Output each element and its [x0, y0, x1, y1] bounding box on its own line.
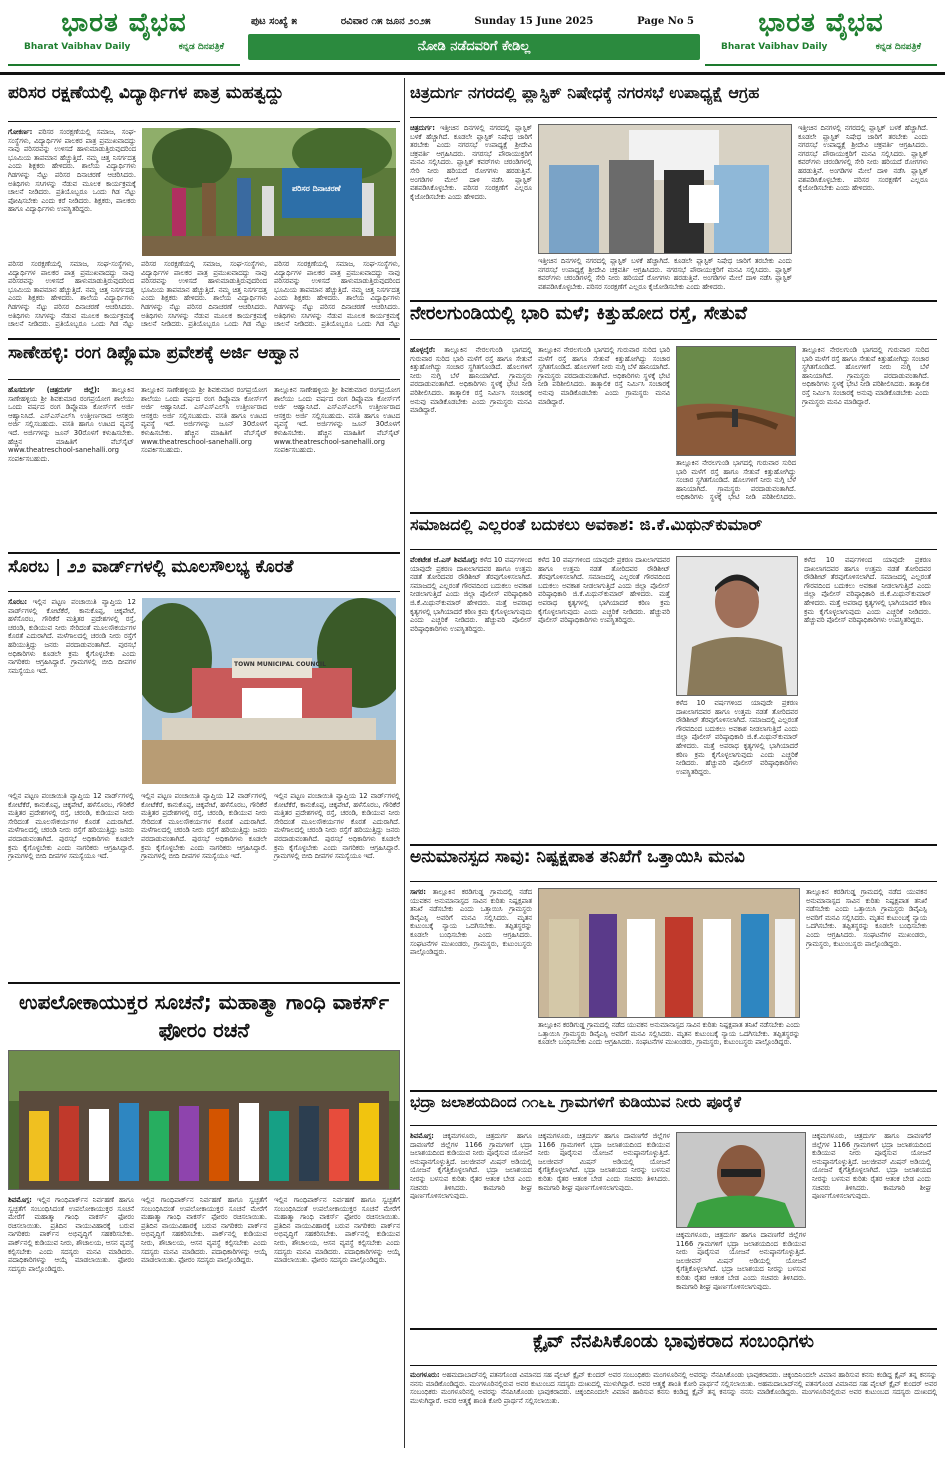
article-text-continued: ಕಳೆದ 10 ವರ್ಷಗಳಿಂದ ಯಾವುದೇ ಪ್ರಕರಣ ದಾಖಲಾಗದವರ ಹಾಗೂ ಉತ್ತಮ ನಡತೆ ತೋರಿದವರ ರೌಡಿಶೀಟ್ ತೆರವುಗೊಳಿಸಲಾಗಿದೆ. ಸಮಾಜದಲ್ಲಿ ಎಲ್ಲರಂತೆ ಗೌರವದಿಂದ ಬದುಕಲು ಅವಕಾಶ ನೀಡಲಾಗುತ್ತಿದೆ ಎಂದು ಜಿಲ್ಲಾ ಪೊಲೀಸ್ ವರಿಷ್ಠಾಧಿಕಾರಿ ಜಿ.ಕೆ.ಮಿಥುನ್‌ಕುಮಾರ್ ಹೇಳಿದರು. ಮತ್ತೆ ಅಪರಾಧ ಕೃತ್ಯಗಳಲ್ಲಿ ಭಾಗಿಯಾದರೆ ಕಠಿಣ ಕ್ರಮ ಕೈಗೊಳ್ಳಲಾಗುವುದು ಎಂದು ಎಚ್ಚರಿಕೆ ನೀಡಿದರು. ಹೆಚ್ಚುವರಿ ಪೊಲೀಸ್ ವರಿಷ್ಠಾಧಿಕಾರಿಗಳು ಉಪಸ್ಥಿತರಿದ್ದರು. — [676, 699, 798, 776]
article-dateline: ವೆಂಕಟೇಶ ಜೆ.ಎಸ್ ಶಿವಮೊಗ್ಗ: — [410, 556, 478, 564]
article-body-col1 — [8, 598, 136, 788]
article-dateline: ಶಿವಮೊಗ್ಗ: — [410, 1132, 434, 1140]
article-headline: ಭದ್ರಾ ಜಲಾಶಯದಿಂದ ೧೧೬೬ ಗ್ರಾಮಗಳಿಗೆ ಕುಡಿಯುವ ನೀರು ಪೂರೈಕೆ — [410, 1094, 937, 1126]
brand-subtitle-en: Bharat Vaibhav Daily — [721, 42, 828, 52]
brand-subtitle-kn: ಕನ್ನಡ ದಿನಪತ್ರಿಕೆ — [178, 42, 224, 52]
article-text-continued: ಇಲ್ಲಿನ ಪಟ್ಟಣ ಪಂಚಾಯಿತಿ ವ್ಯಾಪ್ತಿಯ 12 ವಾರ್ಡ್‌ಗಳಲ್ಲಿ ಕೋಟೆಕೆರೆ, ಕಾನುಕೊಪ್ಪ, ಚಿಕ್ಕಪೇಟೆ, ಹಳೆಸೊರಬ, ಗೌರಿಕೆರೆ ಮತ್ತಿತರ ಪ್ರದೇಶಗಳಲ್ಲಿ ರಸ್ತೆ, ಚರಂಡಿ, ಕುಡಿಯುವ ನೀರು ಸೇರಿದಂತೆ ಮೂಲಸೌಕರ್ಯಗಳ ಕೊರತೆ ಎದುರಾಗಿದೆ. ಮಳೆಗಾಲದಲ್ಲಿ ಚರಂಡಿ ನೀರು ರಸ್ತೆಗೆ ಹರಿಯುತ್ತಿದ್ದು ಜನರು ಪರದಾಡುವಂತಾಗಿದೆ. ಪುರಸಭೆ ಅಧಿಕಾರಿಗಳು ಕೂಡಲೇ ಕ್ರಮ ಕೈಗೊಳ್ಳಬೇಕು ಎಂದು ನಾಗರಿಕರು ಆಗ್ರಹಿಸಿದ್ದಾರೆ. ಗ್ರಾಮಗಳಲ್ಲಿ ಬೀದಿ ದೀಪಗಳ ಸಮಸ್ಯೆಯೂ ಇದೆ. — [141, 792, 267, 861]
photo-minister — [676, 1132, 806, 1228]
article-body-col1 — [8, 128, 136, 248]
article-headline: ನೇರಲಗುಂಡಿಯಲ್ಲಿ ಭಾರಿ ಮಳೆ; ಕಿತ್ತುಹೋದ ರಸ್ತೆ, ಸೇತುವೆ — [410, 304, 937, 340]
photo-memorandum — [538, 888, 800, 1018]
photo-police-officer — [676, 556, 798, 696]
article-body-col1 — [410, 1371, 937, 1447]
masthead — [0, 0, 945, 72]
article-body-lower — [8, 260, 400, 330]
article-headline: ಉಪಲೋಕಾಯುಕ್ತರ ಸೂಚನೆ; ಮಹಾತ್ಮಾ ಗಾಂಧಿ ವಾಕರ್ಸ್ ಫೋರಂ ರಚನೆ — [19, 990, 389, 1042]
article-text-continued: ತಾಲ್ಲೂಕಿನ ಕರಡಿಗುಡ್ಡ ಗ್ರಾಮದಲ್ಲಿ ನಡೆದ ಯುವಕನ ಅನುಮಾನಾಸ್ಪದ ಸಾವಿನ ಕುರಿತು ನಿಷ್ಪಕ್ಷಪಾತ ತನಿಖೆ ನಡೆಸಬೇಕು ಎಂದು ಒತ್ತಾಯಿಸಿ ಗ್ರಾಮಸ್ಥರು ಡಿವೈಎಸ್ಪಿ ಅವರಿಗೆ ಮನವಿ ಸಲ್ಲಿಸಿದರು. ಮೃತನ ಕುಟುಂಬಕ್ಕೆ ನ್ಯಾಯ ಒದಗಿಸಬೇಕು. ತಪ್ಪಿತಸ್ಥರನ್ನು ಕೂಡಲೇ ಬಂಧಿಸಬೇಕು ಎಂದು ಆಗ್ರಹಿಸಿದರು. ಸಂಘಟನೆಗಳ ಮುಖಂಡರು, ಗ್ರಾಮಸ್ಥರು, ಕುಟುಂಬಸ್ಥರು ಪಾಲ್ಗೊಂಡಿದ್ದರು. — [806, 888, 927, 948]
article-text: ತಾಲ್ಲೂಕಿನ ಸಾಣೇಹಳ್ಳಿಯ ಶ್ರೀ ಶಿವಕುಮಾರ ರಂಗಪ್ರಯೋಗ ಶಾಲೆಯು ಒಂದು ವರ್ಷದ ರಂಗ ಡಿಪ್ಲೊಮಾ ಕೋರ್ಸ್‌ಗೆ ಅರ್ಜಿ ಆಹ್ವಾನಿಸಿದೆ. ಎಸ್‌ಎಸ್‌ಎಲ್‌ಸಿ ಉತ್ತೀರ್ಣರಾದ ಆಸಕ್ತರು ಅರ್ಜಿ ಸಲ್ಲಿಸಬಹುದು. ವಸತಿ ಹಾಗೂ ಊಟದ ವ್ಯವಸ್ಥೆ ಇದೆ. ಅರ್ಜಿಗಳನ್ನು ಜೂನ್ 30ರೊಳಗೆ ಕಳುಹಿಸಬೇಕು. ಹೆಚ್ಚಿನ ಮಾಹಿತಿಗೆ ವೆಬ್‌ಸೈಟ್ www.theatreschool-sanehalli.org ಸಂಪರ್ಕಿಸಬಹುದು. — [8, 386, 134, 463]
brand-title: ಭಾರತ ವೈಭವ — [758, 8, 884, 38]
article-text-continued: ಚಿಕ್ಕಮಗಳೂರು, ಚಿತ್ರದುರ್ಗ ಹಾಗೂ ದಾವಣಗೆರೆ ಜಿಲ್ಲೆಗಳ 1166 ಗ್ರಾಮಗಳಿಗೆ ಭದ್ರಾ ಜಲಾಶಯದಿಂದ ಕುಡಿಯುವ ನೀರು ಪೂರೈಸುವ ಯೋಜನೆ ಅನುಷ್ಠಾನಗೊಳ್ಳುತ್ತಿದೆ. ಜಲಜೀವನ್ ಮಿಷನ್ ಅಡಿಯಲ್ಲಿ ಯೋಜನೆ ಕೈಗೆತ್ತಿಕೊಳ್ಳಲಾಗಿದೆ. ಭದ್ರಾ ಜಲಾಶಯದ ನೀರನ್ನು ಬಳಸುವ ಕುರಿತು ರೈತರ ಆತಂಕ ಬೇಡ ಎಂದು ಸಚಿವರು ತಿಳಿಸಿದರು. ಕಾಮಗಾರಿ ಶೀಘ್ರ ಪೂರ್ಣಗೊಳಿಸಲಾಗುವುದು. — [676, 1231, 806, 1291]
divider — [410, 512, 937, 514]
photo-group-walkers — [8, 1050, 400, 1190]
article-text-continued: ಪರಿಸರ ಸಂರಕ್ಷಣೆಯಲ್ಲಿ ಸಮಾಜ, ಸಂಘ-ಸಂಸ್ಥೆಗಳು, ವಿದ್ಯಾರ್ಥಿಗಳ ಪಾಲಕರ ಪಾತ್ರ ಪ್ರಮುಖವಾದದ್ದು ನಾವು ಪರಿಸರವನ್ನು ಉಳಿಸದೆ ಹಾಳುಮಾಡುತ್ತಿರುವುದರಿಂದ ಭೂಮಿಯ ತಾಪಮಾನ ಹೆಚ್ಚುತ್ತಿದೆ. ನಮ್ಮ ಚಿತ್ತ ನಿಸರ್ಗದತ್ತ ಎಂದು ಶಿಕ್ಷಕರು ಹೇಳಿದರು. ಶಾಲೆಯ ವಿದ್ಯಾರ್ಥಿಗಳು ಗಿಡಗಳನ್ನು ನೆಟ್ಟು ಪರಿಸರ ದಿನಾಚರಣೆ ಆಚರಿಸಿದರು. ಅತಿಥಿಗಳು ಸಸಿಗಳನ್ನು ನೆಡುವ ಮೂಲಕ ಕಾರ್ಯಕ್ರಮಕ್ಕೆ ಚಾಲನೆ ನೀಡಿದರು. ಪ್ರತಿಯೊಬ್ಬರೂ ಒಂದು ಗಿಡ ನೆಟ್ಟು — [274, 260, 400, 329]
brand-subtitle-en: Bharat Vaibhav Daily — [24, 42, 131, 52]
article-body-lower — [8, 792, 400, 976]
divider — [410, 844, 937, 846]
brand-title: ಭಾರತ ವೈಭವ — [61, 8, 187, 38]
article-text-continued: ಅಹಮದಾಬಾದ್‌ನಲ್ಲಿ ಪತನಗೊಂಡ ವಿಮಾನದ ಸಹ ಪೈಲಟ್ ಕ್ಲೈವ್ ಕುಂದರ್ ಅವರ ಸಂಬಂಧಿಕರು ಮಂಗಳೂರಿನಲ್ಲಿ ಅವರನ್ನು ನೆನಪಿಸಿಕೊಂಡು ಭಾವುಕರಾದರು. ಚಿಕ್ಕಂದಿನಿಂದಲೇ ವಿಮಾನ ಹಾರಿಸುವ ಕನಸು ಕಂಡಿದ್ದ ಕ್ಲೈವ್ ತನ್ನ ಕನಸನ್ನು ನನಸು ಮಾಡಿಕೊಂಡಿದ್ದರು. ಮಂಗಳೂರಿನಲ್ಲಿರುವ ಅವರ ಕುಟುಂಬದ ಸದಸ್ಯರು ದುಃಖದಲ್ಲಿ ಮುಳುಗಿದ್ದಾರೆ. ಅವರ ಆತ್ಮಕ್ಕೆ ಶಾಂತಿ ಕೋರಿ ಪ್ರಾರ್ಥನೆ ಸಲ್ಲಿಸಲಾಯಿತು. — [410, 1379, 937, 1405]
divider — [410, 1090, 937, 1092]
article-text-continued: ಇಲ್ಲಿನ ಗಾಂಧಿಪಾರ್ಕ್‌ನ ನಿರ್ವಹಣೆ ಹಾಗೂ ಸ್ವಚ್ಛತೆಗೆ ಸಂಬಂಧಿಸಿದಂತೆ ಉಪಲೋಕಾಯುಕ್ತರ ಸೂಚನೆ ಮೇರೆಗೆ ಮಹಾತ್ಮಾ ಗಾಂಧಿ ವಾಕರ್ಸ್ ಫೋರಂ ರಚಿಸಲಾಯಿತು. ಪ್ರತಿದಿನ ವಾಯುವಿಹಾರಕ್ಕೆ ಬರುವ ನಾಗರಿಕರು ಪಾರ್ಕ್‌ನ ಅಭಿವೃದ್ಧಿಗೆ ಸಹಕರಿಸಬೇಕು. ಪಾರ್ಕ್‌ನಲ್ಲಿ ಕುಡಿಯುವ ನೀರು, ಶೌಚಾಲಯ, ಆಸನ ವ್ಯವಸ್ಥೆ ಕಲ್ಪಿಸಬೇಕು ಎಂದು ಸದಸ್ಯರು ಮನವಿ ಮಾಡಿದರು. ಪದಾಧಿಕಾರಿಗಳನ್ನು ಆಯ್ಕೆ ಮಾಡಲಾಯಿತು. ಫೋರಂ ಸದಸ್ಯರು ಪಾಲ್ಗೊಂಡಿದ್ದರು. — [141, 1196, 267, 1265]
article-upalokayukta — [8, 988, 400, 1450]
article-text-continued: ಇಲ್ಲಿನ ಗಾಂಧಿಪಾರ್ಕ್‌ನ ನಿರ್ವಹಣೆ ಹಾಗೂ ಸ್ವಚ್ಛತೆಗೆ ಸಂಬಂಧಿಸಿದಂತೆ ಉಪಲೋಕಾಯುಕ್ತರ ಸೂಚನೆ ಮೇರೆಗೆ ಮಹಾತ್ಮಾ ಗಾಂಧಿ ವಾಕರ್ಸ್ ಫೋರಂ ರಚಿಸಲಾಯಿತು. ಪ್ರತಿದಿನ ವಾಯುವಿಹಾರಕ್ಕೆ ಬರುವ ನಾಗರಿಕರು ಪಾರ್ಕ್‌ನ ಅಭಿವೃದ್ಧಿಗೆ ಸಹಕರಿಸಬೇಕು. ಪಾರ್ಕ್‌ನಲ್ಲಿ ಕುಡಿಯುವ ನೀರು, ಶೌಚಾಲಯ, ಆಸನ ವ್ಯವಸ್ಥೆ ಕಲ್ಪಿಸಬೇಕು ಎಂದು ಸದಸ್ಯರು ಮನವಿ ಮಾಡಿದರು. ಪದಾಧಿಕಾರಿಗಳನ್ನು ಆಯ್ಕೆ ಮಾಡಲಾಯಿತು. ಫೋರಂ ಸದಸ್ಯರು ಪಾಲ್ಗೊಂಡಿದ್ದರು. — [274, 1196, 400, 1265]
article-text-continued: ತಾಲ್ಲೂಕಿನ ನೇರಲಗುಂಡಿ ಭಾಗದಲ್ಲಿ ಗುರುವಾರ ಸುರಿದ ಭಾರಿ ಮಳೆಗೆ ರಸ್ತೆ ಹಾಗೂ ಸೇತುವೆ ಕಿತ್ತುಹೋಗಿದ್ದು ಸಂಚಾರ ಸ್ಥಗಿತಗೊಂಡಿದೆ. ಹೊಲಗಳಿಗೆ ನೀರು ನುಗ್ಗಿ ಬೆಳೆ ಹಾನಿಯಾಗಿದೆ. ಗ್ರಾಮಸ್ಥರು ಪರದಾಡುವಂತಾಗಿದೆ. ಅಧಿಕಾರಿಗಳು ಸ್ಥಳಕ್ಕೆ ಭೇಟಿ ನೀಡಿ ಪರಿಶೀಲಿಸಿದರು. ತಾತ್ಕಾಲಿಕ ರಸ್ತೆ ನಿರ್ಮಿಸಿ ಸಂಚಾರಕ್ಕೆ ಅನುವು ಮಾಡಿಕೊಡಬೇಕು ಎಂದು ಗ್ರಾಮಸ್ಥರು ಮನವಿ ಮಾಡಿದ್ದಾರೆ. — [802, 346, 929, 406]
article-dateline: ಹೊಳ್ಳಲ್ಕೆರೆ: — [410, 346, 436, 354]
article-body-col1 — [8, 1196, 134, 1444]
article-text-continued: ಇತ್ತೀಚಿನ ದಿನಗಳಲ್ಲಿ ನಗರದಲ್ಲಿ ಪ್ಲಾಸ್ಟಿಕ್ ಬಳಕೆ ಹೆಚ್ಚಾಗಿದೆ. ಕೂಡಲೇ ಪ್ಲಾಸ್ಟಿಕ್ ನಿಷೇಧ ಜಾರಿಗೆ ತರಬೇಕು ಎಂದು ನಗರಸಭೆ ಉಪಾಧ್ಯಕ್ಷೆ ಶ್ರೀದೇವಿ ಚಕ್ರವರ್ತಿ ಆಗ್ರಹಿಸಿದರು. ನಗರಸಭೆ ಪೌರಾಯುಕ್ತರಿಗೆ ಮನವಿ ಸಲ್ಲಿಸಿದರು. ಪ್ಲಾಸ್ಟಿಕ್ ಕವರ್‌ಗಳು ಚರಂಡಿಗಳಲ್ಲಿ ಸೇರಿ ನೀರು ಹರಿಯದೆ ರೋಗಗಳು ಹರಡುತ್ತಿವೆ. ಅಂಗಡಿಗಳ ಮೇಲೆ ದಾಳಿ ನಡೆಸಿ ಪ್ಲಾಸ್ಟಿಕ್ ವಶಪಡಿಸಿಕೊಳ್ಳಬೇಕು. ಪರಿಸರ ಸಂರಕ್ಷಣೆಗೆ ಎಲ್ಲರೂ ಕೈಜೋಡಿಸಬೇಕು ಎಂದು ಹೇಳಿದರು. — [538, 257, 792, 291]
article-text-continued: ಚಿಕ್ಕಮಗಳೂರು, ಚಿತ್ರದುರ್ಗ ಹಾಗೂ ದಾವಣಗೆರೆ ಜಿಲ್ಲೆಗಳ 1166 ಗ್ರಾಮಗಳಿಗೆ ಭದ್ರಾ ಜಲಾಶಯದಿಂದ ಕುಡಿಯುವ ನೀರು ಪೂರೈಸುವ ಯೋಜನೆ ಅನುಷ್ಠಾನಗೊಳ್ಳುತ್ತಿದೆ. ಜಲಜೀವನ್ ಮಿಷನ್ ಅಡಿಯಲ್ಲಿ ಯೋಜನೆ ಕೈಗೆತ್ತಿಕೊಳ್ಳಲಾಗಿದೆ. ಭದ್ರಾ ಜಲಾಶಯದ ನೀರನ್ನು ಬಳಸುವ ಕುರಿತು ರೈತರ ಆತಂಕ ಬೇಡ ಎಂದು ಸಚಿವರು ತಿಳಿಸಿದರು. ಕಾಮಗಾರಿ ಶೀಘ್ರ ಪೂರ್ಣಗೊಳಿಸಲಾಗುವುದು. — [538, 1132, 670, 1192]
page-number: Page No 5 — [637, 15, 694, 27]
article-text-continued: ಇತ್ತೀಚಿನ ದಿನಗಳಲ್ಲಿ ನಗರದಲ್ಲಿ ಪ್ಲಾಸ್ಟಿಕ್ ಬಳಕೆ ಹೆಚ್ಚಾಗಿದೆ. ಕೂಡಲೇ ಪ್ಲಾಸ್ಟಿಕ್ ನಿಷೇಧ ಜಾರಿಗೆ ತರಬೇಕು ಎಂದು ನಗರಸಭೆ ಉಪಾಧ್ಯಕ್ಷೆ ಶ್ರೀದೇವಿ ಚಕ್ರವರ್ತಿ ಆಗ್ರಹಿಸಿದರು. ನಗರಸಭೆ ಪೌರಾಯುಕ್ತರಿಗೆ ಮನವಿ ಸಲ್ಲಿಸಿದರು. ಪ್ಲಾಸ್ಟಿಕ್ ಕವರ್‌ಗಳು ಚರಂಡಿಗಳಲ್ಲಿ ಸೇರಿ ನೀರು ಹರಿಯದೆ ರೋಗಗಳು ಹರಡುತ್ತಿವೆ. ಅಂಗಡಿಗಳ ಮೇಲೆ ದಾಳಿ ನಡೆಸಿ ಪ್ಲಾಸ್ಟಿಕ್ ವಶಪಡಿಸಿಕೊಳ್ಳಬೇಕು. ಪರಿಸರ ಸಂರಕ್ಷಣೆಗೆ ಎಲ್ಲರೂ ಕೈಜೋಡಿಸಬೇಕು ಎಂದು ಹೇಳಿದರು. — [798, 124, 928, 193]
article-clive — [410, 1332, 937, 1450]
article-sanehalli — [8, 344, 400, 544]
article-body-col1 — [410, 556, 532, 836]
date-english: Sunday 15 June 2025 — [474, 15, 594, 27]
date-kannada: ರವಿವಾರ ೧೫ ಜೂನ ೨೦೨೫ — [340, 15, 431, 27]
article-mithunkumar — [410, 516, 937, 842]
divider — [8, 982, 400, 984]
article-environment — [8, 84, 400, 336]
article-headline: ಪರಿಸರ ರಕ್ಷಣೆಯಲ್ಲಿ ವಿದ್ಯಾರ್ಥಿಗಳ ಪಾತ್ರ ಮಹತ್ವದ್ದು — [8, 84, 400, 122]
article-dateline: ಸಾಗರ: — [410, 888, 426, 896]
article-dateline: ಚಿತ್ರದುರ್ಗ: — [410, 124, 435, 132]
article-body-col1 — [410, 888, 532, 1080]
article-headline: ಸೊರಬ | ೨೨ ವಾರ್ಡ್‌ಗಳಲ್ಲಿ ಮೂಲಸೌಲಭ್ಯ ಕೊರತೆ — [8, 558, 400, 592]
divider — [8, 338, 400, 340]
article-body-col1 — [410, 346, 532, 504]
article-body-col1 — [410, 1132, 532, 1320]
article-headline: ಅನುಮಾನಸ್ಪದ ಸಾವು: ನಿಷ್ಪಕ್ಷಪಾತ ತನಿಖೆಗೆ ಒತ್ತಾಯಿಸಿ ಮನವಿ — [410, 848, 937, 882]
tagline-banner: ನೋಡಿ ನಡೆದವರಿಗೆ ಕೇಡಿಲ್ಲ — [248, 34, 700, 60]
article-text-continued: ಕಳೆದ 10 ವರ್ಷಗಳಿಂದ ಯಾವುದೇ ಪ್ರಕರಣ ದಾಖಲಾಗದವರ ಹಾಗೂ ಉತ್ತಮ ನಡತೆ ತೋರಿದವರ ರೌಡಿಶೀಟ್ ತೆರವುಗೊಳಿಸಲಾಗಿದೆ. ಸಮಾಜದಲ್ಲಿ ಎಲ್ಲರಂತೆ ಗೌರವದಿಂದ ಬದುಕಲು ಅವಕಾಶ ನೀಡಲಾಗುತ್ತಿದೆ ಎಂದು ಜಿಲ್ಲಾ ಪೊಲೀಸ್ ವರಿಷ್ಠಾಧಿಕಾರಿ ಜಿ.ಕೆ.ಮಿಥುನ್‌ಕುಮಾರ್ ಹೇಳಿದರು. ಮತ್ತೆ ಅಪರಾಧ ಕೃತ್ಯಗಳಲ್ಲಿ ಭಾಗಿಯಾದರೆ ಕಠಿಣ ಕ್ರಮ ಕೈಗೊಳ್ಳಲಾಗುವುದು ಎಂದು ಎಚ್ಚರಿಕೆ ನೀಡಿದರು. ಹೆಚ್ಚುವರಿ ಪೊಲೀಸ್ ವರಿಷ್ಠಾಧಿಕಾರಿಗಳು ಉಪಸ್ಥಿತರಿದ್ದರು. — [538, 556, 670, 625]
brand-logo-right — [705, 4, 937, 66]
issue-info-bar — [245, 10, 700, 32]
article-neralagundi-rain — [410, 304, 937, 510]
article-suspicious-death — [410, 848, 937, 1088]
article-text-continued: ತಾಲ್ಲೂಕಿನ ನೇರಲಗುಂಡಿ ಭಾಗದಲ್ಲಿ ಗುರುವಾರ ಸುರಿದ ಭಾರಿ ಮಳೆಗೆ ರಸ್ತೆ ಹಾಗೂ ಸೇತುವೆ ಕಿತ್ತುಹೋಗಿದ್ದು ಸಂಚಾರ ಸ್ಥಗಿತಗೊಂಡಿದೆ. ಹೊಲಗಳಿಗೆ ನೀರು ನುಗ್ಗಿ ಬೆಳೆ ಹಾನಿಯಾಗಿದೆ. ಗ್ರಾಮಸ್ಥರು ಪರದಾಡುವಂತಾಗಿದೆ. ಅಧಿಕಾರಿಗಳು ಸ್ಥಳಕ್ಕೆ ಭೇಟಿ ನೀಡಿ ಪರಿಶೀಲಿಸಿದರು. ತಾತ್ಕಾಲಿಕ ರಸ್ತೆ ನಿರ್ಮಿಸಿ ಸಂಚಾರಕ್ಕೆ ಅನುವು ಮಾಡಿಕೊಡಬೇಕು ಎಂದು ಗ್ರಾಮಸ್ಥರು ಮನವಿ ಮಾಡಿದ್ದಾರೆ. — [538, 346, 670, 406]
article-text-continued: ಪರಿಸರ ಸಂರಕ್ಷಣೆಯಲ್ಲಿ ಸಮಾಜ, ಸಂಘ-ಸಂಸ್ಥೆಗಳು, ವಿದ್ಯಾರ್ಥಿಗಳ ಪಾಲಕರ ಪಾತ್ರ ಪ್ರಮುಖವಾದದ್ದು ನಾವು ಪರಿಸರವನ್ನು ಉಳಿಸದೆ ಹಾಳುಮಾಡುತ್ತಿರುವುದರಿಂದ ಭೂಮಿಯ ತಾಪಮಾನ ಹೆಚ್ಚುತ್ತಿದೆ. ನಮ್ಮ ಚಿತ್ತ ನಿಸರ್ಗದತ್ತ ಎಂದು ಶಿಕ್ಷಕರು ಹೇಳಿದರು. ಶಾಲೆಯ ವಿದ್ಯಾರ್ಥಿಗಳು ಗಿಡಗಳನ್ನು ನೆಟ್ಟು ಪರಿಸರ ದಿನಾಚರಣೆ ಆಚರಿಸಿದರು. ಅತಿಥಿಗಳು ಸಸಿಗಳನ್ನು ನೆಡುವ ಮೂಲಕ ಕಾರ್ಯಕ್ರಮಕ್ಕೆ ಚಾಲನೆ ನೀಡಿದರು. ಪ್ರತಿಯೊಬ್ಬರೂ ಒಂದು ಗಿಡ ನೆಟ್ಟು — [141, 260, 267, 329]
column-rule — [404, 78, 405, 1448]
article-soraba — [8, 558, 400, 978]
article-dateline: ಶಿವಮೊಗ್ಗ: — [8, 1196, 32, 1204]
article-text: ಪರಿಸರ ಸಂರಕ್ಷಣೆಯಲ್ಲಿ ಸಮಾಜ, ಸಂಘ-ಸಂಸ್ಥೆಗಳು, ವಿದ್ಯಾರ್ಥಿಗಳ ಪಾಲಕರ ಪಾತ್ರ ಪ್ರಮುಖವಾದದ್ದು ನಾವು ಪರಿಸರವನ್ನು ಉಳಿಸದೆ ಹಾಳುಮಾಡುತ್ತಿರುವುದರಿಂದ ಭೂಮಿಯ ತಾಪಮಾನ ಹೆಚ್ಚುತ್ತಿದೆ. ನಮ್ಮ ಚಿತ್ತ ನಿಸರ್ಗದತ್ತ ಎಂದು ಶಿಕ್ಷಕರು ಹೇಳಿದರು. ಶಾಲೆಯ ವಿದ್ಯಾರ್ಥಿಗಳು ಗಿಡಗಳನ್ನು ನೆಟ್ಟು ಪರಿಸರ ದಿನಾಚರಣೆ ಆಚರಿಸಿದರು. ಅತಿಥಿಗಳು ಸಸಿಗಳನ್ನು ನೆಡುವ ಮೂಲಕ ಕಾರ್ಯಕ್ರಮಕ್ಕೆ ಚಾಲನೆ ನೀಡಿದರು. ಪ್ರತಿಯೊಬ್ಬರೂ ಒಂದು ಗಿಡ ನೆಟ್ಟು ಪೋಷಿಸಬೇಕು ಎಂದು ಕರೆ ನೀಡಿದರು. ಶಿಕ್ಷಕರು, ಪಾಲಕರು ಹಾಗೂ ವಿದ್ಯಾರ್ಥಿಗಳು ಉಪಸ್ಥಿತರಿದ್ದರು. — [8, 128, 136, 214]
article-dateline: ಗೋಕರ್ಣ: — [8, 128, 33, 136]
article-body-col1 — [8, 386, 134, 536]
article-text-continued: ತಾಲ್ಲೂಕಿನ ಸಾಣೇಹಳ್ಳಿಯ ಶ್ರೀ ಶಿವಕುಮಾರ ರಂಗಪ್ರಯೋಗ ಶಾಲೆಯು ಒಂದು ವರ್ಷದ ರಂಗ ಡಿಪ್ಲೊಮಾ ಕೋರ್ಸ್‌ಗೆ ಅರ್ಜಿ ಆಹ್ವಾನಿಸಿದೆ. ಎಸ್‌ಎಸ್‌ಎಲ್‌ಸಿ ಉತ್ತೀರ್ಣರಾದ ಆಸಕ್ತರು ಅರ್ಜಿ ಸಲ್ಲಿಸಬಹುದು. ವಸತಿ ಹಾಗೂ ಊಟದ ವ್ಯವಸ್ಥೆ ಇದೆ. ಅರ್ಜಿಗಳನ್ನು ಜೂನ್ 30ರೊಳಗೆ ಕಳುಹಿಸಬೇಕು. ಹೆಚ್ಚಿನ ಮಾಹಿತಿಗೆ ವೆಬ್‌ಸೈಟ್ www.theatreschool-sanehalli.org ಸಂಪರ್ಕಿಸಬಹುದು. — [141, 386, 267, 455]
article-headline: ಸಮಾಜದಲ್ಲಿ ಎಲ್ಲರಂತೆ ಬದುಕಲು ಅವಕಾಶ: ಜಿ.ಕೆ.ಮಿಥುನ್‌ಕುಮಾರ್ — [410, 516, 937, 550]
divider — [8, 552, 400, 554]
article-text: ಚಿಕ್ಕಮಗಳೂರು, ಚಿತ್ರದುರ್ಗ ಹಾಗೂ ದಾವಣಗೆರೆ ಜಿಲ್ಲೆಗಳ 1166 ಗ್ರಾಮಗಳಿಗೆ ಭದ್ರಾ ಜಲಾಶಯದಿಂದ ಕುಡಿಯುವ ನೀರು ಪೂರೈಸುವ ಯೋಜನೆ ಅನುಷ್ಠಾನಗೊಳ್ಳುತ್ತಿದೆ. ಜಲಜೀವನ್ ಮಿಷನ್ ಅಡಿಯಲ್ಲಿ ಯೋಜನೆ ಕೈಗೆತ್ತಿಕೊಳ್ಳಲಾಗಿದೆ. ಭದ್ರಾ ಜಲಾಶಯದ ನೀರನ್ನು ಬಳಸುವ ಕುರಿತು ರೈತರ ಆತಂಕ ಬೇಡ ಎಂದು ಸಚಿವರು ತಿಳಿಸಿದರು. ಕಾಮಗಾರಿ ಶೀಘ್ರ ಪೂರ್ಣಗೊಳಿಸಲಾಗುವುದು. — [410, 1132, 532, 1201]
issue-number: ಪುಟ ಸಂಖ್ಯೆ ೫ — [251, 15, 298, 27]
article-headline: ಸಾಣೇಹಳ್ಳಿ: ರಂಗ ಡಿಪ್ಲೊಮಾ ಪ್ರವೇಶಕ್ಕೆ ಅರ್ಜಿ ಆಹ್ವಾನ — [8, 344, 400, 380]
masthead-rule — [0, 72, 945, 75]
photo-nameplate: TOWN MUNICIPAL COUNCIL — [234, 661, 326, 668]
article-text: ಅಹಮದಾಬಾದ್‌ನಲ್ಲಿ ಪತನಗೊಂಡ ವಿಮಾನದ ಸಹ ಪೈಲಟ್ ಕ್ಲೈವ್ ಕುಂದರ್ ಅವರ ಸಂಬಂಧಿಕರು ಮಂಗಳೂರಿನಲ್ಲಿ ಅವರನ್ನು ನೆನಪಿಸಿಕೊಂಡು ಭಾವುಕರಾದರು. ಚಿಕ್ಕಂದಿನಿಂದಲೇ ವಿಮಾನ ಹಾರಿಸುವ ಕನಸು ಕಂಡಿದ್ದ ಕ್ಲೈವ್ ತನ್ನ ಕನಸನ್ನು ನನಸು ಮಾಡಿಕೊಂಡಿದ್ದರು. ಮಂಗಳೂರಿನಲ್ಲಿರುವ ಅವರ ಕುಟುಂಬದ ಸದಸ್ಯರು ದುಃಖದಲ್ಲಿ ಮುಳುಗಿದ್ದಾರೆ. ಅವರ ಆತ್ಮಕ್ಕೆ ಶಾಂತಿ ಕೋರಿ ಪ್ರಾರ್ಥನೆ ಸಲ್ಲಿಸಲಾಯಿತು. — [410, 1371, 937, 1388]
article-dateline: ಮಂಗಳೂರು: — [410, 1371, 440, 1379]
article-text-continued: ಪರಿಸರ ಸಂರಕ್ಷಣೆಯಲ್ಲಿ ಸಮಾಜ, ಸಂಘ-ಸಂಸ್ಥೆಗಳು, ವಿದ್ಯಾರ್ಥಿಗಳ ಪಾಲಕರ ಪಾತ್ರ ಪ್ರಮುಖವಾದದ್ದು ನಾವು ಪರಿಸರವನ್ನು ಉಳಿಸದೆ ಹಾಳುಮಾಡುತ್ತಿರುವುದರಿಂದ ಭೂಮಿಯ ತಾಪಮಾನ ಹೆಚ್ಚುತ್ತಿದೆ. ನಮ್ಮ ಚಿತ್ತ ನಿಸರ್ಗದತ್ತ ಎಂದು ಶಿಕ್ಷಕರು ಹೇಳಿದರು. ಶಾಲೆಯ ವಿದ್ಯಾರ್ಥಿಗಳು ಗಿಡಗಳನ್ನು ನೆಟ್ಟು ಪರಿಸರ ದಿನಾಚರಣೆ ಆಚರಿಸಿದರು. ಅತಿಥಿಗಳು ಸಸಿಗಳನ್ನು ನೆಡುವ ಮೂಲಕ ಕಾರ್ಯಕ್ರಮಕ್ಕೆ ಚಾಲನೆ ನೀಡಿದರು. ಪ್ರತಿಯೊಬ್ಬರೂ ಒಂದು ಗಿಡ ನೆಟ್ಟು — [8, 260, 134, 329]
photo-environment — [142, 128, 396, 256]
article-dateline: ಸೊರಬ: — [8, 598, 28, 606]
article-text-continued: ಇಲ್ಲಿನ ಪಟ್ಟಣ ಪಂಚಾಯಿತಿ ವ್ಯಾಪ್ತಿಯ 12 ವಾರ್ಡ್‌ಗಳಲ್ಲಿ ಕೋಟೆಕೆರೆ, ಕಾನುಕೊಪ್ಪ, ಚಿಕ್ಕಪೇಟೆ, ಹಳೆಸೊರಬ, ಗೌರಿಕೆರೆ ಮತ್ತಿತರ ಪ್ರದೇಶಗಳಲ್ಲಿ ರಸ್ತೆ, ಚರಂಡಿ, ಕುಡಿಯುವ ನೀರು ಸೇರಿದಂತೆ ಮೂಲಸೌಕರ್ಯಗಳ ಕೊರತೆ ಎದುರಾಗಿದೆ. ಮಳೆಗಾಲದಲ್ಲಿ ಚರಂಡಿ ನೀರು ರಸ್ತೆಗೆ ಹರಿಯುತ್ತಿದ್ದು ಜನರು ಪರದಾಡುವಂತಾಗಿದೆ. ಪುರಸಭೆ ಅಧಿಕಾರಿಗಳು ಕೂಡಲೇ ಕ್ರಮ ಕೈಗೊಳ್ಳಬೇಕು ಎಂದು ನಾಗರಿಕರು ಆಗ್ರಹಿಸಿದ್ದಾರೆ. ಗ್ರಾಮಗಳಲ್ಲಿ ಬೀದಿ ದೀಪಗಳ ಸಮಸ್ಯೆಯೂ ಇದೆ. — [8, 792, 134, 861]
article-text-continued: ಕಳೆದ 10 ವರ್ಷಗಳಿಂದ ಯಾವುದೇ ಪ್ರಕರಣ ದಾಖಲಾಗದವರ ಹಾಗೂ ಉತ್ತಮ ನಡತೆ ತೋರಿದವರ ರೌಡಿಶೀಟ್ ತೆರವುಗೊಳಿಸಲಾಗಿದೆ. ಸಮಾಜದಲ್ಲಿ ಎಲ್ಲರಂತೆ ಗೌರವದಿಂದ ಬದುಕಲು ಅವಕಾಶ ನೀಡಲಾಗುತ್ತಿದೆ ಎಂದು ಜಿಲ್ಲಾ ಪೊಲೀಸ್ ವರಿಷ್ಠಾಧಿಕಾರಿ ಜಿ.ಕೆ.ಮಿಥುನ್‌ಕುಮಾರ್ ಹೇಳಿದರು. ಮತ್ತೆ ಅಪರಾಧ ಕೃತ್ಯಗಳಲ್ಲಿ ಭಾಗಿಯಾದರೆ ಕಠಿಣ ಕ್ರಮ ಕೈಗೊಳ್ಳಲಾಗುವುದು ಎಂದು ಎಚ್ಚರಿಕೆ ನೀಡಿದರು. ಹೆಚ್ಚುವರಿ ಪೊಲೀಸ್ ವರಿಷ್ಠಾಧಿಕಾರಿಗಳು ಉಪಸ್ಥಿತರಿದ್ದರು. — [804, 556, 931, 625]
article-plastic-ban — [410, 84, 937, 298]
article-text-continued: ಇಲ್ಲಿನ ಪಟ್ಟಣ ಪಂಚಾಯಿತಿ ವ್ಯಾಪ್ತಿಯ 12 ವಾರ್ಡ್‌ಗಳಲ್ಲಿ ಕೋಟೆಕೆರೆ, ಕಾನುಕೊಪ್ಪ, ಚಿಕ್ಕಪೇಟೆ, ಹಳೆಸೊರಬ, ಗೌರಿಕೆರೆ ಮತ್ತಿತರ ಪ್ರದೇಶಗಳಲ್ಲಿ ರಸ್ತೆ, ಚರಂಡಿ, ಕುಡಿಯುವ ನೀರು ಸೇರಿದಂತೆ ಮೂಲಸೌಕರ್ಯಗಳ ಕೊರತೆ ಎದುರಾಗಿದೆ. ಮಳೆಗಾಲದಲ್ಲಿ ಚರಂಡಿ ನೀರು ರಸ್ತೆಗೆ ಹರಿಯುತ್ತಿದ್ದು ಜನರು ಪರದಾಡುವಂತಾಗಿದೆ. ಪುರಸಭೆ ಅಧಿಕಾರಿಗಳು ಕೂಡಲೇ ಕ್ರಮ ಕೈಗೊಳ್ಳಬೇಕು ಎಂದು ನಾಗರಿಕರು ಆಗ್ರಹಿಸಿದ್ದಾರೆ. ಗ್ರಾಮಗಳಲ್ಲಿ ಬೀದಿ ದೀಪಗಳ ಸಮಸ್ಯೆಯೂ ಇದೆ. — [274, 792, 400, 861]
photo-plastic-memo — [538, 124, 792, 254]
divider — [410, 1328, 937, 1330]
article-text: ಇತ್ತೀಚಿನ ದಿನಗಳಲ್ಲಿ ನಗರದಲ್ಲಿ ಪ್ಲಾಸ್ಟಿಕ್ ಬಳಕೆ ಹೆಚ್ಚಾಗಿದೆ. ಕೂಡಲೇ ಪ್ಲಾಸ್ಟಿಕ್ ನಿಷೇಧ ಜಾರಿಗೆ ತರಬೇಕು ಎಂದು ನಗರಸಭೆ ಉಪಾಧ್ಯಕ್ಷೆ ಶ್ರೀದೇವಿ ಚಕ್ರವರ್ತಿ ಆಗ್ರಹಿಸಿದರು. ನಗರಸಭೆ ಪೌರಾಯುಕ್ತರಿಗೆ ಮನವಿ ಸಲ್ಲಿಸಿದರು. ಪ್ಲಾಸ್ಟಿಕ್ ಕವರ್‌ಗಳು ಚರಂಡಿಗಳಲ್ಲಿ ಸೇರಿ ನೀರು ಹರಿಯದೆ ರೋಗಗಳು ಹರಡುತ್ತಿವೆ. ಅಂಗಡಿಗಳ ಮೇಲೆ ದಾಳಿ ನಡೆಸಿ ಪ್ಲಾಸ್ಟಿಕ್ ವಶಪಡಿಸಿಕೊಳ್ಳಬೇಕು. ಪರಿಸರ ಸಂರಕ್ಷಣೆಗೆ ಎಲ್ಲರೂ ಕೈಜೋಡಿಸಬೇಕು ಎಂದು ಹೇಳಿದರು. — [410, 124, 532, 201]
brand-subtitle-kn: ಕನ್ನಡ ದಿನಪತ್ರಿಕೆ — [875, 42, 921, 52]
article-body-col1 — [410, 124, 532, 292]
article-text-continued: ತಾಲ್ಲೂಕಿನ ನೇರಲಗುಂಡಿ ಭಾಗದಲ್ಲಿ ಗುರುವಾರ ಸುರಿದ ಭಾರಿ ಮಳೆಗೆ ರಸ್ತೆ ಹಾಗೂ ಸೇತುವೆ ಕಿತ್ತುಹೋಗಿದ್ದು ಸಂಚಾರ ಸ್ಥಗಿತಗೊಂಡಿದೆ. ಹೊಲಗಳಿಗೆ ನೀರು ನುಗ್ಗಿ ಬೆಳೆ ಹಾನಿಯಾಗಿದೆ. ಗ್ರಾಮಸ್ಥರು ಪರದಾಡುವಂತಾಗಿದೆ. ಅಧಿಕಾರಿಗಳು ಸ್ಥಳಕ್ಕೆ ಭೇಟಿ ನೀಡಿ ಪರಿಶೀಲಿಸಿದರು. — [676, 459, 796, 502]
article-bhadra-water — [410, 1094, 937, 1326]
article-headline: ಚಿತ್ರದುರ್ಗ ನಗರದಲ್ಲಿ ಪ್ಲಾಸ್ಟಿಕ್ ನಿಷೇಧಕ್ಕೆ ನಗರಸಭೆ ಉಪಾಧ್ಯಕ್ಷೆ ಆಗ್ರಹ — [410, 84, 937, 118]
article-dateline: ಹೊಸದುರ್ಗ (ಚಿತ್ರದುರ್ಗ ಜಿಲ್ಲೆ): — [8, 386, 100, 394]
brand-logo-left — [8, 4, 240, 66]
photo-municipal-council — [142, 598, 396, 784]
article-text: ಇಲ್ಲಿನ ಗಾಂಧಿಪಾರ್ಕ್‌ನ ನಿರ್ವಹಣೆ ಹಾಗೂ ಸ್ವಚ್ಛತೆಗೆ ಸಂಬಂಧಿಸಿದಂತೆ ಉಪಲೋಕಾಯುಕ್ತರ ಸೂಚನೆ ಮೇರೆಗೆ ಮಹಾತ್ಮಾ ಗಾಂಧಿ ವಾಕರ್ಸ್ ಫೋರಂ ರಚಿಸಲಾಯಿತು. ಪ್ರತಿದಿನ ವಾಯುವಿಹಾರಕ್ಕೆ ಬರುವ ನಾಗರಿಕರು ಪಾರ್ಕ್‌ನ ಅಭಿವೃದ್ಧಿಗೆ ಸಹಕರಿಸಬೇಕು. ಪಾರ್ಕ್‌ನಲ್ಲಿ ಕುಡಿಯುವ ನೀರು, ಶೌಚಾಲಯ, ಆಸನ ವ್ಯವಸ್ಥೆ ಕಲ್ಪಿಸಬೇಕು ಎಂದು ಸದಸ್ಯರು ಮನವಿ ಮಾಡಿದರು. ಪದಾಧಿಕಾರಿಗಳನ್ನು ಆಯ್ಕೆ ಮಾಡಲಾಯಿತು. ಫೋರಂ ಸದಸ್ಯರು ಪಾಲ್ಗೊಂಡಿದ್ದರು. — [8, 1196, 134, 1273]
divider — [410, 300, 937, 302]
article-text: ಇಲ್ಲಿನ ಪಟ್ಟಣ ಪಂಚಾಯಿತಿ ವ್ಯಾಪ್ತಿಯ 12 ವಾರ್ಡ್‌ಗಳಲ್ಲಿ ಕೋಟೆಕೆರೆ, ಕಾನುಕೊಪ್ಪ, ಚಿಕ್ಕಪೇಟೆ, ಹಳೆಸೊರಬ, ಗೌರಿಕೆರೆ ಮತ್ತಿತರ ಪ್ರದೇಶಗಳಲ್ಲಿ ರಸ್ತೆ, ಚರಂಡಿ, ಕುಡಿಯುವ ನೀರು ಸೇರಿದಂತೆ ಮೂಲಸೌಕರ್ಯಗಳ ಕೊರತೆ ಎದುರಾಗಿದೆ. ಮಳೆಗಾಲದಲ್ಲಿ ಚರಂಡಿ ನೀರು ರಸ್ತೆಗೆ ಹರಿಯುತ್ತಿದ್ದು ಜನರು ಪರದಾಡುವಂತಾಗಿದೆ. ಪುರಸಭೆ ಅಧಿಕಾರಿಗಳು ಕೂಡಲೇ ಕ್ರಮ ಕೈಗೊಳ್ಳಬೇಕು ಎಂದು ನಾಗರಿಕರು ಆಗ್ರಹಿಸಿದ್ದಾರೆ. ಗ್ರಾಮಗಳಲ್ಲಿ ಬೀದಿ ದೀಪಗಳ ಸಮಸ್ಯೆಯೂ ಇದೆ. — [8, 598, 136, 675]
photo-banner-text: ಪರಿಸರ ದಿನಾಚರಣೆ — [292, 184, 341, 193]
article-text: ಕಳೆದ 10 ವರ್ಷಗಳಿಂದ ಯಾವುದೇ ಪ್ರಕರಣ ದಾಖಲಾಗದವರ ಹಾಗೂ ಉತ್ತಮ ನಡತೆ ತೋರಿದವರ ರೌಡಿಶೀಟ್ ತೆರವುಗೊಳಿಸಲಾಗಿದೆ. ಸಮಾಜದಲ್ಲಿ ಎಲ್ಲರಂತೆ ಗೌರವದಿಂದ ಬದುಕಲು ಅವಕಾಶ ನೀಡಲಾಗುತ್ತಿದೆ ಎಂದು ಜಿಲ್ಲಾ ಪೊಲೀಸ್ ವರಿಷ್ಠಾಧಿಕಾರಿ ಜಿ.ಕೆ.ಮಿಥುನ್‌ಕುಮಾರ್ ಹೇಳಿದರು. ಮತ್ತೆ ಅಪರಾಧ ಕೃತ್ಯಗಳಲ್ಲಿ ಭಾಗಿಯಾದರೆ ಕಠಿಣ ಕ್ರಮ ಕೈಗೊಳ್ಳಲಾಗುವುದು ಎಂದು ಎಚ್ಚರಿಕೆ ನೀಡಿದರು. ಹೆಚ್ಚುವರಿ ಪೊಲೀಸ್ ವರಿಷ್ಠಾಧಿಕಾರಿಗಳು ಉಪಸ್ಥಿತರಿದ್ದರು. — [410, 556, 532, 633]
article-text-continued: ಚಿಕ್ಕಮಗಳೂರು, ಚಿತ್ರದುರ್ಗ ಹಾಗೂ ದಾವಣಗೆರೆ ಜಿಲ್ಲೆಗಳ 1166 ಗ್ರಾಮಗಳಿಗೆ ಭದ್ರಾ ಜಲಾಶಯದಿಂದ ಕುಡಿಯುವ ನೀರು ಪೂರೈಸುವ ಯೋಜನೆ ಅನುಷ್ಠಾನಗೊಳ್ಳುತ್ತಿದೆ. ಜಲಜೀವನ್ ಮಿಷನ್ ಅಡಿಯಲ್ಲಿ ಯೋಜನೆ ಕೈಗೆತ್ತಿಕೊಳ್ಳಲಾಗಿದೆ. ಭದ್ರಾ ಜಲಾಶಯದ ನೀರನ್ನು ಬಳಸುವ ಕುರಿತು ರೈತರ ಆತಂಕ ಬೇಡ ಎಂದು ಸಚಿವರು ತಿಳಿಸಿದರು. ಕಾಮಗಾರಿ ಶೀಘ್ರ ಪೂರ್ಣಗೊಳಿಸಲಾಗುವುದು. — [812, 1132, 931, 1201]
article-headline: ಕ್ಲೈವ್ ನೆನಪಿಸಿಕೊಂಡು ಭಾವುಕರಾದ ಸಂಬಂಧಿಗಳು — [410, 1332, 937, 1366]
article-text-continued: ತಾಲ್ಲೂಕಿನ ಕರಡಿಗುಡ್ಡ ಗ್ರಾಮದಲ್ಲಿ ನಡೆದ ಯುವಕನ ಅನುಮಾನಾಸ್ಪದ ಸಾವಿನ ಕುರಿತು ನಿಷ್ಪಕ್ಷಪಾತ ತನಿಖೆ ನಡೆಸಬೇಕು ಎಂದು ಒತ್ತಾಯಿಸಿ ಗ್ರಾಮಸ್ಥರು ಡಿವೈಎಸ್ಪಿ ಅವರಿಗೆ ಮನವಿ ಸಲ್ಲಿಸಿದರು. ಮೃತನ ಕುಟುಂಬಕ್ಕೆ ನ್ಯಾಯ ಒದಗಿಸಬೇಕು. ತಪ್ಪಿತಸ್ಥರನ್ನು ಕೂಡಲೇ ಬಂಧಿಸಬೇಕು ಎಂದು ಆಗ್ರಹಿಸಿದರು. ಸಂಘಟನೆಗಳ ಮುಖಂಡರು, ಗ್ರಾಮಸ್ಥರು, ಕುಟುಂಬಸ್ಥರು ಪಾಲ್ಗೊಂಡಿದ್ದರು. — [538, 1021, 800, 1047]
photo-damaged-road — [676, 346, 796, 456]
article-text-continued: ತಾಲ್ಲೂಕಿನ ಸಾಣೇಹಳ್ಳಿಯ ಶ್ರೀ ಶಿವಕುಮಾರ ರಂಗಪ್ರಯೋಗ ಶಾಲೆಯು ಒಂದು ವರ್ಷದ ರಂಗ ಡಿಪ್ಲೊಮಾ ಕೋರ್ಸ್‌ಗೆ ಅರ್ಜಿ ಆಹ್ವಾನಿಸಿದೆ. ಎಸ್‌ಎಸ್‌ಎಲ್‌ಸಿ ಉತ್ತೀರ್ಣರಾದ ಆಸಕ್ತರು ಅರ್ಜಿ ಸಲ್ಲಿಸಬಹುದು. ವಸತಿ ಹಾಗೂ ಊಟದ ವ್ಯವಸ್ಥೆ ಇದೆ. ಅರ್ಜಿಗಳನ್ನು ಜೂನ್ 30ರೊಳಗೆ ಕಳುಹಿಸಬೇಕು. ಹೆಚ್ಚಿನ ಮಾಹಿತಿಗೆ ವೆಬ್‌ಸೈಟ್ www.theatreschool-sanehalli.org ಸಂಪರ್ಕಿಸಬಹುದು. — [274, 386, 400, 455]
article-text: ತಾಲ್ಲೂಕಿನ ಕರಡಿಗುಡ್ಡ ಗ್ರಾಮದಲ್ಲಿ ನಡೆದ ಯುವಕನ ಅನುಮಾನಾಸ್ಪದ ಸಾವಿನ ಕುರಿತು ನಿಷ್ಪಕ್ಷಪಾತ ತನಿಖೆ ನಡೆಸಬೇಕು ಎಂದು ಒತ್ತಾಯಿಸಿ ಗ್ರಾಮಸ್ಥರು ಡಿವೈಎಸ್ಪಿ ಅವರಿಗೆ ಮನವಿ ಸಲ್ಲಿಸಿದರು. ಮೃತನ ಕುಟುಂಬಕ್ಕೆ ನ್ಯಾಯ ಒದಗಿಸಬೇಕು. ತಪ್ಪಿತಸ್ಥರನ್ನು ಕೂಡಲೇ ಬಂಧಿಸಬೇಕು ಎಂದು ಆಗ್ರಹಿಸಿದರು. ಸಂಘಟನೆಗಳ ಮುಖಂಡರು, ಗ್ರಾಮಸ್ಥರು, ಕುಟುಂಬಸ್ಥರು ಪಾಲ್ಗೊಂಡಿದ್ದರು. — [410, 888, 532, 957]
article-text: ತಾಲ್ಲೂಕಿನ ನೇರಲಗುಂಡಿ ಭಾಗದಲ್ಲಿ ಗುರುವಾರ ಸುರಿದ ಭಾರಿ ಮಳೆಗೆ ರಸ್ತೆ ಹಾಗೂ ಸೇತುವೆ ಕಿತ್ತುಹೋಗಿದ್ದು ಸಂಚಾರ ಸ್ಥಗಿತಗೊಂಡಿದೆ. ಹೊಲಗಳಿಗೆ ನೀರು ನುಗ್ಗಿ ಬೆಳೆ ಹಾನಿಯಾಗಿದೆ. ಗ್ರಾಮಸ್ಥರು ಪರದಾಡುವಂತಾಗಿದೆ. ಅಧಿಕಾರಿಗಳು ಸ್ಥಳಕ್ಕೆ ಭೇಟಿ ನೀಡಿ ಪರಿಶೀಲಿಸಿದರು. ತಾತ್ಕಾಲಿಕ ರಸ್ತೆ ನಿರ್ಮಿಸಿ ಸಂಚಾರಕ್ಕೆ ಅನುವು ಮಾಡಿಕೊಡಬೇಕು ಎಂದು ಗ್ರಾಮಸ್ಥರು ಮನವಿ ಮಾಡಿದ್ದಾರೆ. — [410, 346, 532, 415]
